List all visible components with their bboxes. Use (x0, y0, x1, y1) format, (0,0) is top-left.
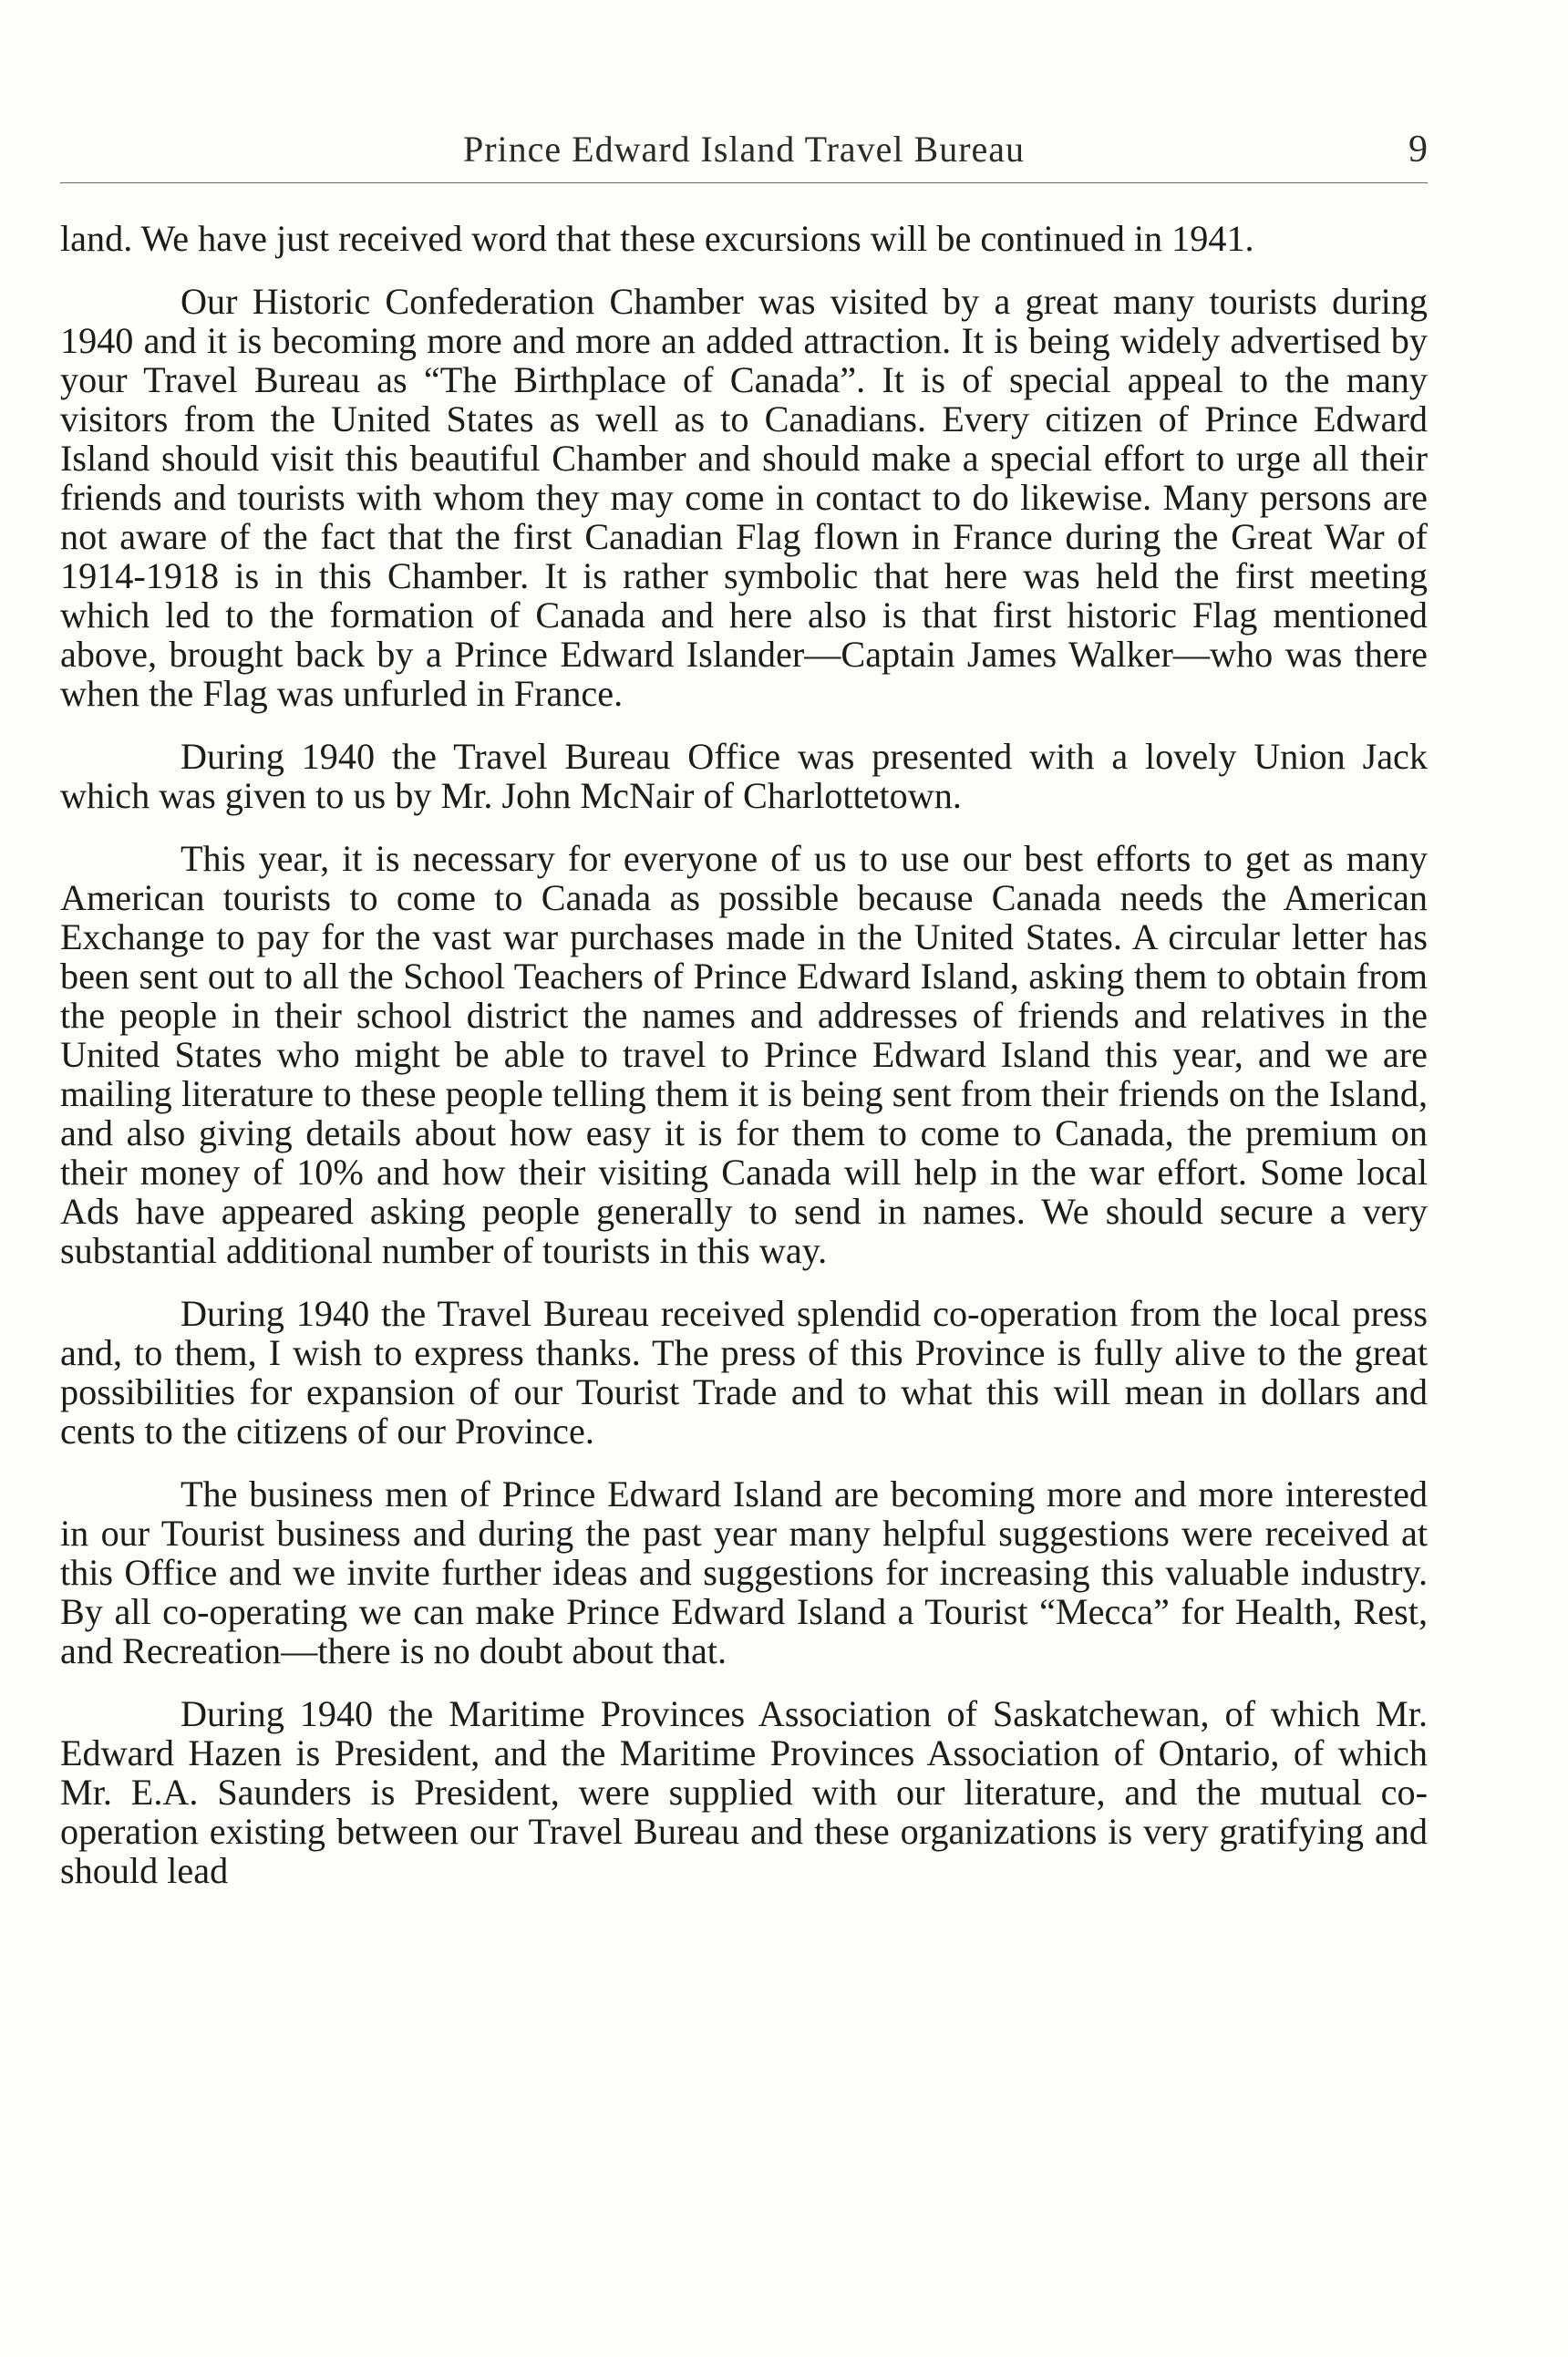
paragraph-union-jack: During 1940 the Travel Bureau Office was presented with a lovely Union Jack which was given to us by Mr. John McNair of Charlottetown. (60, 736, 1428, 816)
page-number: 9 (1408, 129, 1428, 171)
paragraph-local-press: During 1940 the Travel Bureau received splendid co-operation from the local press and, to them, I wish to express thanks. The press of this Province is fully alive to the great possibilities for expansion of our Tourist Trade and to what this will mean in dollars and cents to the citizens of our Province. (60, 1293, 1428, 1452)
paragraph-continued: land. We have just received word that these excursions will be continued in 1941. (60, 218, 1254, 259)
paragraph-confederation-chamber: Our Historic Confederation Chamber was visited by a great many tourists during 1940 and it is becoming more and more an added attraction. It is being widely advertised by your Travel Bureau as “The Birthplace of Canada”. It is of special appeal to the many visitors from the United States as well as to Canadians. Every citizen of Prince Edward Island should visit this beautiful Chamber and should make a special effort to urge all their friends and tourists with whom they may come in contact to do likewise. Many persons are not aware of the fact that the first Canadian Flag flown in France during the Great War of 1914-1918 is in this Chamber. It is rather symbolic that here was held the first meeting which led to the formation of Canada and here also is that first historic Flag mentioned above, brought back by a Prince Edward Islander—Captain James Walker—who was there when the Flag was unfurled in France. (60, 281, 1428, 714)
paragraph-american-tourists: This year, it is necessary for everyone of us to use our best efforts to get as many American tourists to come to Canada as possible because Canada needs the American Exchange to pay for the vast war purchases made in the United States. A circular letter has been sent out to all the School Teachers of Prince Edward Island, asking them to obtain from the people in their school district the names and addresses of friends and relatives in the United States who might be able to travel to Prince Edward Island this year, and we are mailing literature to these people telling them it is being sent from their friends on the Island, and also giving details about how easy it is for them to come to Canada, the premium on their money of 10% and how their visiting Canada will help in the war effort. Some local Ads have appeared asking people generally to send in names. We should secure a very substantial additional number of tourists in this way. (60, 838, 1428, 1271)
paragraph-maritime-associations: During 1940 the Maritime Provinces Association of Saskatchewan, of which Mr. Edward Hazen is President, and the Maritime Provinces Association of Ontario, of which Mr. E.A. Saunders is President, were supplied with our literature, and the mutual co-operation existing between our Travel Bureau and these organizations is very gratifying and should lead (60, 1693, 1428, 1891)
running-header (60, 128, 1428, 183)
paragraph-business-men: The business men of Prince Edward Island are becoming more and more interested in our Tourist business and during the past year many helpful suggestions were received at this Office and we invite further ideas and suggestions for increasing this valuable industry. By all co-operating we can make Prince Edward Island a Tourist “Mecca” for Health, Rest, and Recreation—there is no doubt about that. (60, 1473, 1428, 1671)
body-text (60, 219, 1428, 1890)
running-title: Prince Edward Island Travel Bureau (462, 129, 1026, 170)
